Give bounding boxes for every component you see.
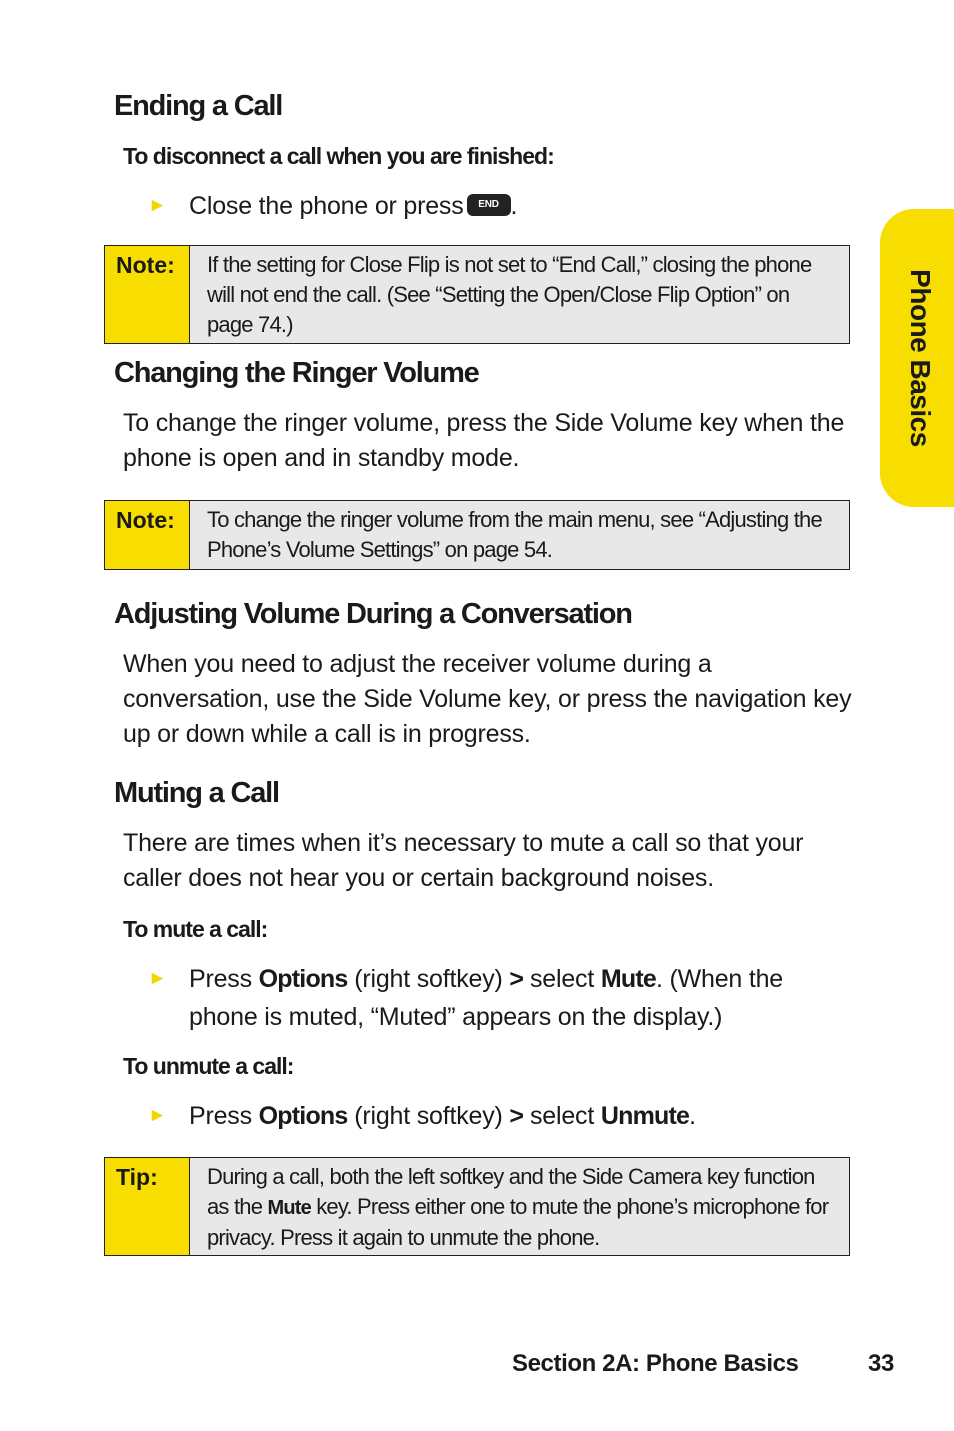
note-label: Note: (105, 501, 190, 569)
options-label: Options (258, 1102, 348, 1130)
chevron-right-icon: > (509, 965, 524, 993)
bullet-text: select (523, 1102, 601, 1130)
footer-section: Section 2A: Phone Basics (512, 1350, 799, 1377)
bullet-text: Close the phone or press (189, 192, 464, 220)
options-label: Options (258, 965, 348, 993)
subheading-mute: To mute a call: (123, 916, 268, 942)
bullet-text: (right softkey) (347, 965, 510, 993)
heading-ending-a-call: Ending a Call (114, 90, 283, 122)
note-text: If the setting for Close Flip is not set to “End Call,” closing the phone will not end the call. (See “Setting the Open/Close Flip Option” on page 74.) (207, 252, 812, 337)
note-ringer-menu (104, 500, 850, 570)
end-key-icon: END (467, 194, 511, 216)
heading-ringer-volume: Changing the Ringer Volume (114, 357, 479, 389)
bullet-text: Press (189, 1102, 259, 1130)
subheading-disconnect: To disconnect a call when you are finished: (123, 143, 554, 169)
bullet-arrow-icon: ► (148, 968, 167, 989)
bullet-close-phone (148, 187, 849, 225)
footer-page-number: 33 (868, 1350, 894, 1377)
bullet-text: . (When the phone is muted, “Muted” appears on the display.) (189, 965, 784, 1031)
bullet-mute (148, 960, 849, 1036)
unmute-label: Unmute (600, 1102, 690, 1130)
paragraph-muting: There are times when it’s necessary to mute a call so that your caller does not hear you or certain background noises. (123, 829, 804, 892)
bullet-text: (right softkey) (347, 1102, 510, 1130)
tip-text: During a call, both the left softkey and the Side Camera key function as the Mute key. Press either one to mute the phone’s microphone for privacy. Press it again to unmute the phone. (207, 1164, 829, 1250)
heading-muting-a-call: Muting a Call (114, 777, 279, 809)
tip-mute-keys (104, 1157, 850, 1256)
note-text: To change the ringer volume from the main menu, see “Adjusting the Phone’s Volume Settings” on page 54. (207, 507, 822, 562)
chevron-right-icon: > (509, 1102, 524, 1130)
bullet-arrow-icon: ► (148, 195, 167, 216)
note-label: Note: (105, 246, 190, 343)
note-close-flip (104, 245, 850, 344)
side-section-tab (880, 209, 954, 507)
heading-adjusting-volume: Adjusting Volume During a Conversation (114, 598, 632, 630)
subheading-unmute: To unmute a call: (123, 1053, 294, 1079)
mute-label: Mute (600, 965, 656, 993)
mute-key-label: Mute (267, 1197, 311, 1219)
bullet-text: . (689, 1102, 696, 1130)
tip-label: Tip: (105, 1158, 190, 1255)
side-tab-label: Phone Basics (905, 269, 936, 447)
bullet-text: select (523, 965, 601, 993)
paragraph-ringer: To change the ringer volume, press the Side Volume key when the phone is open and in standby mode. (123, 409, 845, 472)
paragraph-adjusting: When you need to adjust the receiver volume during a conversation, use the Side Volume key, or press the navigation key up or down while a call is in progress. (123, 650, 852, 748)
bullet-text: Press (189, 965, 259, 993)
bullet-period: . (510, 192, 518, 220)
bullet-unmute (148, 1097, 849, 1135)
bullet-arrow-icon: ► (148, 1105, 167, 1126)
